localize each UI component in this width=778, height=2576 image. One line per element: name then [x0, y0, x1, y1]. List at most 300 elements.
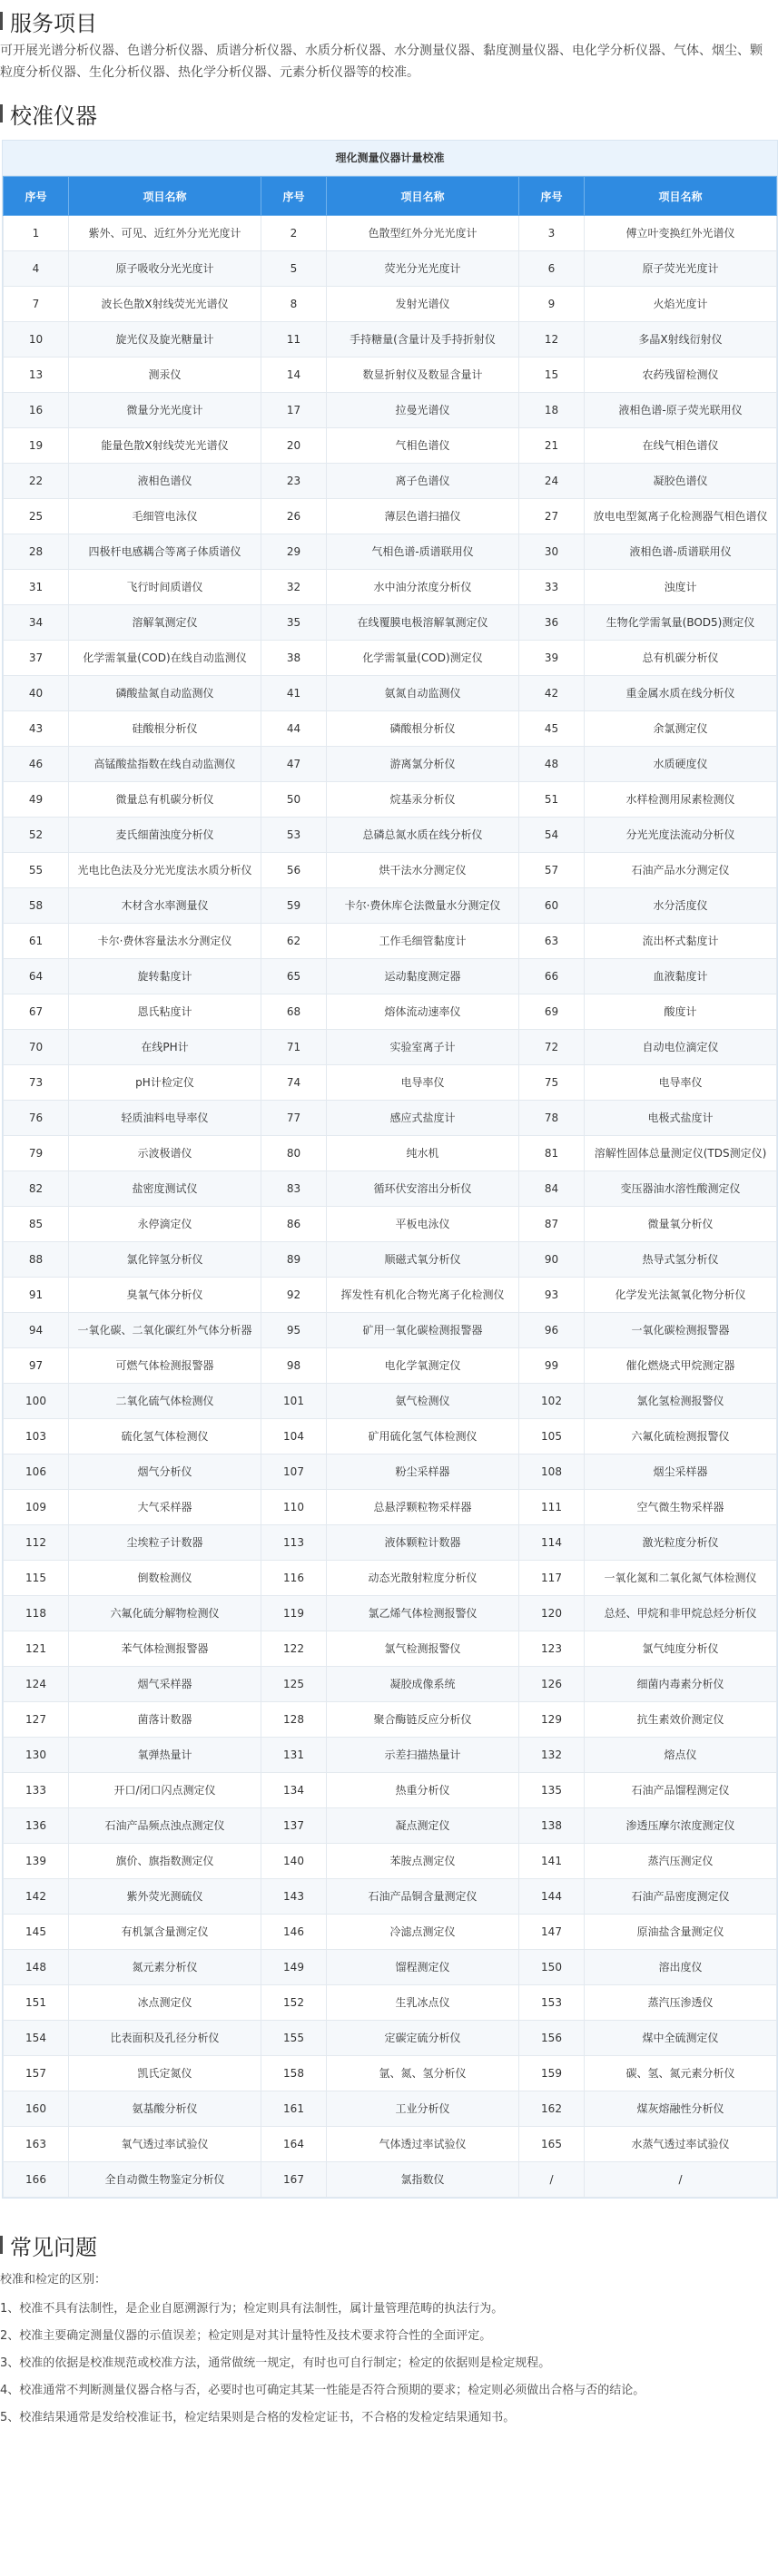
calibration-table — [3, 176, 777, 2198]
item-name-cell: 能量色散X射线荧光光谱仪 — [69, 428, 261, 464]
item-name-cell: 电导率仪 — [327, 1065, 519, 1101]
row-number-cell: 162 — [519, 2091, 585, 2127]
item-name-cell: 一氧化碳、二氧化碳红外气体分析器 — [69, 1313, 261, 1348]
item-name-cell: 血液黏度计 — [585, 959, 777, 994]
row-number-cell: 63 — [519, 924, 585, 959]
row-number-cell: 43 — [4, 711, 69, 747]
row-number-cell: 104 — [261, 1419, 327, 1455]
table-row — [4, 1278, 777, 1313]
table-row — [4, 676, 777, 711]
row-number-cell: 89 — [261, 1242, 327, 1278]
item-name-cell: 循环伏安溶出分析仪 — [327, 1171, 519, 1207]
item-name-cell: 碳、氢、氮元素分析仪 — [585, 2056, 777, 2091]
item-name-cell: 傅立叶变换红外光谱仪 — [585, 216, 777, 251]
row-number-cell: 72 — [519, 1030, 585, 1065]
item-name-cell: 工业分析仪 — [327, 2091, 519, 2127]
item-name-cell: 六氟化硫检测报警仪 — [585, 1419, 777, 1455]
item-name-cell: 化学需氧量(COD)测定仪 — [327, 641, 519, 676]
row-number-cell: 52 — [4, 818, 69, 853]
row-number-cell: 17 — [261, 393, 327, 428]
row-number-cell: 14 — [261, 358, 327, 393]
item-name-cell: 微量总有机碳分析仪 — [69, 782, 261, 818]
item-name-cell: 硅酸根分析仪 — [69, 711, 261, 747]
row-number-cell: 129 — [519, 1702, 585, 1738]
item-name-cell: 一氧化氮和二氧化氮气体检测仪 — [585, 1561, 777, 1596]
table-row — [4, 641, 777, 676]
item-name-cell: 原子吸收分光光度计 — [69, 251, 261, 287]
item-name-cell: 火焰光度计 — [585, 287, 777, 322]
item-name-cell: 热导式氢分析仪 — [585, 1242, 777, 1278]
row-number-cell: 45 — [519, 711, 585, 747]
item-name-cell: 数显折射仪及数显含量计 — [327, 358, 519, 393]
title-bar — [0, 2236, 3, 2254]
item-name-cell: 石油产品密度测定仪 — [585, 1879, 777, 1915]
row-number-cell: 105 — [519, 1419, 585, 1455]
item-name-cell: 石油产品水分测定仪 — [585, 853, 777, 888]
table-row — [4, 1808, 777, 1844]
row-number-cell: 151 — [4, 1985, 69, 2021]
item-name-cell: 冷滤点测定仪 — [327, 1915, 519, 1950]
row-number-cell: 67 — [4, 994, 69, 1030]
table-row — [4, 1171, 777, 1207]
item-name-cell: 电导率仪 — [585, 1065, 777, 1101]
row-number-cell: 60 — [519, 888, 585, 924]
item-name-cell: 在线PH计 — [69, 1030, 261, 1065]
row-number-cell: 2 — [261, 216, 327, 251]
table-caption: 理化测量仪器计量校准 — [3, 141, 777, 176]
item-name-cell: 水中油分浓度分析仪 — [327, 570, 519, 605]
table-row — [4, 1455, 777, 1490]
row-number-cell: 99 — [519, 1348, 585, 1384]
item-name-cell: 毛细管电泳仪 — [69, 499, 261, 534]
faq-item: 1、校准不具有法制性，是企业自愿溯源行为；检定则具有法制性，属计量管理范畴的执法行为。 — [0, 2302, 504, 2316]
item-name-cell: 示波极谱仪 — [69, 1136, 261, 1171]
item-name-cell: 氯化氢检测报警仪 — [585, 1384, 777, 1419]
item-name-cell: 硫化氢气体检测仪 — [69, 1419, 261, 1455]
row-number-cell: 137 — [261, 1808, 327, 1844]
row-number-cell: 127 — [4, 1702, 69, 1738]
table-row — [4, 393, 777, 428]
item-name-cell: 氮元素分析仪 — [69, 1950, 261, 1985]
table-row — [4, 1631, 777, 1667]
row-number-cell: 111 — [519, 1490, 585, 1525]
header-cell: 序号 — [261, 177, 327, 216]
item-name-cell: 气相色谱仪 — [327, 428, 519, 464]
table-header-row — [4, 177, 777, 216]
row-number-cell: 124 — [4, 1667, 69, 1702]
table-row — [4, 1844, 777, 1879]
item-name-cell: 液相色谱-原子荧光联用仪 — [585, 393, 777, 428]
table-row — [4, 1773, 777, 1808]
item-name-cell: 石油产品频点浊点测定仪 — [69, 1808, 261, 1844]
row-number-cell: 155 — [261, 2021, 327, 2056]
table-row — [4, 1419, 777, 1455]
table-row — [4, 1030, 777, 1065]
table-row — [4, 711, 777, 747]
row-number-cell: 20 — [261, 428, 327, 464]
faq-intro: 校准和检定的区别： — [0, 2273, 107, 2287]
row-number-cell: 79 — [4, 1136, 69, 1171]
row-number-cell: 41 — [261, 676, 327, 711]
row-number-cell: 1 — [4, 216, 69, 251]
row-number-cell: 159 — [519, 2056, 585, 2091]
item-name-cell: 水质硬度仪 — [585, 747, 777, 782]
item-name-cell: 细菌内毒素分析仪 — [585, 1667, 777, 1702]
item-name-cell: 渗透压摩尔浓度测定仪 — [585, 1808, 777, 1844]
table-row — [4, 1950, 777, 1985]
item-name-cell: 在线气相色谱仪 — [585, 428, 777, 464]
item-name-cell: 纯水机 — [327, 1136, 519, 1171]
row-number-cell: 138 — [519, 1808, 585, 1844]
row-number-cell: 163 — [4, 2127, 69, 2162]
faq-item: 4、校准通常不判断测量仪器合格与否，必要时也可确定其某一性能是否符合预期的要求；检定则必须做出合格与否的结论。 — [0, 2384, 645, 2397]
item-name-cell: 化学需氧量(COD)在线自动监测仪 — [69, 641, 261, 676]
row-number-cell: 28 — [4, 534, 69, 570]
table-row — [4, 1667, 777, 1702]
row-number-cell: 128 — [261, 1702, 327, 1738]
table-row — [4, 924, 777, 959]
row-number-cell: 64 — [4, 959, 69, 994]
table-row — [4, 959, 777, 994]
table-row — [4, 534, 777, 570]
item-name-cell: 气相色谱-质谱联用仪 — [327, 534, 519, 570]
item-name-cell: 磷酸盐氮自动监测仪 — [69, 676, 261, 711]
row-number-cell: 22 — [4, 464, 69, 499]
row-number-cell: 95 — [261, 1313, 327, 1348]
table-row — [4, 605, 777, 641]
row-number-cell: 121 — [4, 1631, 69, 1667]
table-row — [4, 251, 777, 287]
row-number-cell: 156 — [519, 2021, 585, 2056]
item-name-cell: 色散型红外分光光度计 — [327, 216, 519, 251]
row-number-cell: 61 — [4, 924, 69, 959]
item-name-cell: 有机氯含量测定仪 — [69, 1915, 261, 1950]
item-name-cell: 原子荧光光度计 — [585, 251, 777, 287]
faq-title — [0, 2231, 778, 2258]
item-name-cell: 电极式盐度计 — [585, 1101, 777, 1136]
row-number-cell: 29 — [261, 534, 327, 570]
item-name-cell: 苯气体检测报警器 — [69, 1631, 261, 1667]
item-name-cell: 水分活度仪 — [585, 888, 777, 924]
row-number-cell: 6 — [519, 251, 585, 287]
row-number-cell: 154 — [4, 2021, 69, 2056]
row-number-cell: 146 — [261, 1915, 327, 1950]
row-number-cell: 83 — [261, 1171, 327, 1207]
item-name-cell: 氩、氮、氢分析仪 — [327, 2056, 519, 2091]
table-row — [4, 216, 777, 251]
table-row — [4, 358, 777, 393]
row-number-cell: 24 — [519, 464, 585, 499]
row-number-cell: 94 — [4, 1313, 69, 1348]
item-name-cell: 化学发光法氮氧化物分析仪 — [585, 1278, 777, 1313]
row-number-cell: 143 — [261, 1879, 327, 1915]
item-name-cell: 重金属水质在线分析仪 — [585, 676, 777, 711]
row-number-cell: 81 — [519, 1136, 585, 1171]
table-row — [4, 1136, 777, 1171]
item-name-cell: 空气微生物采样器 — [585, 1490, 777, 1525]
item-name-cell: 飞行时间质谱仪 — [69, 570, 261, 605]
item-name-cell: 烟气分析仪 — [69, 1455, 261, 1490]
item-name-cell: 拉曼光谱仪 — [327, 393, 519, 428]
item-name-cell: 氨氮自动监测仪 — [327, 676, 519, 711]
item-name-cell: 轻质油料电导率仪 — [69, 1101, 261, 1136]
item-name-cell: 氯化锌氢分析仪 — [69, 1242, 261, 1278]
row-number-cell: 97 — [4, 1348, 69, 1384]
item-name-cell: 大气采样器 — [69, 1490, 261, 1525]
row-number-cell: 102 — [519, 1384, 585, 1419]
item-name-cell: 离子色谱仪 — [327, 464, 519, 499]
row-number-cell: 106 — [4, 1455, 69, 1490]
row-number-cell: 149 — [261, 1950, 327, 1985]
row-number-cell: 107 — [261, 1455, 327, 1490]
row-number-cell: 38 — [261, 641, 327, 676]
row-number-cell: 145 — [4, 1915, 69, 1950]
faq-item: 5、校准结果通常是发给校准证书，检定结果则是合格的发检定证书，不合格的发检定结果通知书。 — [0, 2411, 516, 2424]
row-number-cell: 30 — [519, 534, 585, 570]
row-number-cell: 139 — [4, 1844, 69, 1879]
item-name-cell: 煤灰熔融性分析仪 — [585, 2091, 777, 2127]
item-name-cell: 烟尘采样器 — [585, 1455, 777, 1490]
table-row — [4, 818, 777, 853]
row-number-cell: 153 — [519, 1985, 585, 2021]
row-number-cell: 9 — [519, 287, 585, 322]
item-name-cell: 激光粒度分析仪 — [585, 1525, 777, 1561]
item-name-cell: 熔点仪 — [585, 1738, 777, 1773]
row-number-cell: 84 — [519, 1171, 585, 1207]
row-number-cell: 13 — [4, 358, 69, 393]
calibration-title-text: 校准仪器 — [10, 103, 97, 129]
item-name-cell: 二氧化硫气体检测仪 — [69, 1384, 261, 1419]
row-number-cell: 152 — [261, 1985, 327, 2021]
item-name-cell: 旋光仪及旋光糖量计 — [69, 322, 261, 358]
row-number-cell: 91 — [4, 1278, 69, 1313]
row-number-cell: 12 — [519, 322, 585, 358]
item-name-cell: 水样检测用尿素检测仪 — [585, 782, 777, 818]
item-name-cell: 工作毛细管黏度计 — [327, 924, 519, 959]
row-number-cell: 92 — [261, 1278, 327, 1313]
item-name-cell: 磷酸根分析仪 — [327, 711, 519, 747]
row-number-cell: 123 — [519, 1631, 585, 1667]
row-number-cell: 33 — [519, 570, 585, 605]
item-name-cell: 分光光度法流动分析仪 — [585, 818, 777, 853]
item-name-cell: 臭氧气体分析仪 — [69, 1278, 261, 1313]
item-name-cell: 旋转黏度计 — [69, 959, 261, 994]
item-name-cell: 六氟化硫分解物检测仪 — [69, 1596, 261, 1631]
row-number-cell: 58 — [4, 888, 69, 924]
item-name-cell: 抗生素效价测定仪 — [585, 1702, 777, 1738]
item-name-cell: 馏程测定仪 — [327, 1950, 519, 1985]
row-number-cell: 32 — [261, 570, 327, 605]
item-name-cell: 顺磁式氧分析仪 — [327, 1242, 519, 1278]
row-number-cell: 15 — [519, 358, 585, 393]
table-row — [4, 1101, 777, 1136]
row-number-cell: 90 — [519, 1242, 585, 1278]
row-number-cell: 117 — [519, 1561, 585, 1596]
table-row — [4, 1348, 777, 1384]
item-name-cell: 溶出度仪 — [585, 1950, 777, 1985]
service-description: 可开展光谱分析仪器、色谱分析仪器、质谱分析仪器、水质分析仪器、水分测量仪器、黏度测量仪器、电化学分析仪器、气体、烟尘、颗粒度分析仪器、生化分析仪器、热化学分析仪器、元素分析仪器等的校准。 — [0, 44, 763, 80]
item-name-cell: 催化燃烧式甲烷测定器 — [585, 1348, 777, 1384]
faq-title-text: 常见问题 — [10, 2234, 97, 2260]
item-name-cell: 浊度计 — [585, 570, 777, 605]
item-name-cell: 氨基酸分析仪 — [69, 2091, 261, 2127]
item-name-cell: 石油产品铜含量测定仪 — [327, 1879, 519, 1915]
row-number-cell: 5 — [261, 251, 327, 287]
item-name-cell: 旗价、旗指数测定仪 — [69, 1844, 261, 1879]
row-number-cell: 39 — [519, 641, 585, 676]
item-name-cell: 盐密度测试仪 — [69, 1171, 261, 1207]
table-row — [4, 994, 777, 1030]
header-cell: 序号 — [519, 177, 585, 216]
item-name-cell: 凝胶色谱仪 — [585, 464, 777, 499]
row-number-cell: 93 — [519, 1278, 585, 1313]
row-number-cell: 157 — [4, 2056, 69, 2091]
item-name-cell: 自动电位滴定仪 — [585, 1030, 777, 1065]
table-row — [4, 1065, 777, 1101]
table-row — [4, 888, 777, 924]
item-name-cell: 发射光谱仪 — [327, 287, 519, 322]
item-name-cell: 测汞仪 — [69, 358, 261, 393]
row-number-cell: 80 — [261, 1136, 327, 1171]
table-row — [4, 1313, 777, 1348]
row-number-cell: 85 — [4, 1207, 69, 1242]
row-number-cell: 86 — [261, 1207, 327, 1242]
item-name-cell: 多晶X射线衍射仪 — [585, 322, 777, 358]
item-name-cell: 凯氏定氮仪 — [69, 2056, 261, 2091]
header-cell: 序号 — [4, 177, 69, 216]
service-section — [0, 7, 778, 83]
row-number-cell: 11 — [261, 322, 327, 358]
table-row — [4, 1207, 777, 1242]
row-number-cell: 114 — [519, 1525, 585, 1561]
item-name-cell: 烟气采样器 — [69, 1667, 261, 1702]
item-name-cell: 定碳定硫分析仪 — [327, 2021, 519, 2056]
row-number-cell: 21 — [519, 428, 585, 464]
row-number-cell: 109 — [4, 1490, 69, 1525]
item-name-cell: 热重分析仪 — [327, 1773, 519, 1808]
table-row — [4, 1738, 777, 1773]
item-name-cell: 挥发性有机化合物光离子化检测仪 — [327, 1278, 519, 1313]
item-name-cell: 卡尔·费休容量法水分测定仪 — [69, 924, 261, 959]
item-name-cell: 运动黏度测定器 — [327, 959, 519, 994]
item-name-cell: 微量氧分析仪 — [585, 1207, 777, 1242]
row-number-cell: 165 — [519, 2127, 585, 2162]
item-name-cell: 电化学氧测定仪 — [327, 1348, 519, 1384]
row-number-cell: 126 — [519, 1667, 585, 1702]
item-name-cell: 动态光散射粒度分析仪 — [327, 1561, 519, 1596]
item-name-cell: 平板电泳仪 — [327, 1207, 519, 1242]
table-row — [4, 464, 777, 499]
row-number-cell: 18 — [519, 393, 585, 428]
row-number-cell: 132 — [519, 1738, 585, 1773]
item-name-cell: 木材含水率测量仪 — [69, 888, 261, 924]
row-number-cell: 130 — [4, 1738, 69, 1773]
table-row — [4, 2021, 777, 2056]
item-name-cell: 总烃、甲烷和非甲烷总烃分析仪 — [585, 1596, 777, 1631]
item-name-cell: 麦氏细菌浊度分析仪 — [69, 818, 261, 853]
item-name-cell: 蒸汽压测定仪 — [585, 1844, 777, 1879]
row-number-cell: 36 — [519, 605, 585, 641]
header-cell: 项目名称 — [585, 177, 777, 216]
item-name-cell: 氧气透过率试验仪 — [69, 2127, 261, 2162]
row-number-cell: / — [519, 2162, 585, 2198]
row-number-cell: 131 — [261, 1738, 327, 1773]
faq-section — [0, 2231, 778, 2432]
item-name-cell: 光电比色法及分光光度法水质分析仪 — [69, 853, 261, 888]
item-name-cell: 变压器油水溶性酸测定仪 — [585, 1171, 777, 1207]
item-name-cell: 微量分光光度计 — [69, 393, 261, 428]
row-number-cell: 49 — [4, 782, 69, 818]
table-row — [4, 1915, 777, 1950]
table-row — [4, 1490, 777, 1525]
table-row — [4, 747, 777, 782]
item-name-cell: 氯指数仪 — [327, 2162, 519, 2198]
row-number-cell: 136 — [4, 1808, 69, 1844]
row-number-cell: 42 — [519, 676, 585, 711]
row-number-cell: 31 — [4, 570, 69, 605]
item-name-cell: 液相色谱-质谱联用仪 — [585, 534, 777, 570]
item-name-cell: 苯胺点测定仪 — [327, 1844, 519, 1879]
item-name-cell: 生物化学需氧量(BOD5)测定仪 — [585, 605, 777, 641]
calibration-table-wrapper — [2, 140, 778, 2199]
item-name-cell: 蒸汽压渗透仪 — [585, 1985, 777, 2021]
table-body — [4, 216, 777, 2198]
item-name-cell: 尘埃粒子计数器 — [69, 1525, 261, 1561]
table-row — [4, 2127, 777, 2162]
item-name-cell: 凝点测定仪 — [327, 1808, 519, 1844]
item-name-cell: 四极杆电感耦合等离子体质谱仪 — [69, 534, 261, 570]
row-number-cell: 26 — [261, 499, 327, 534]
row-number-cell: 141 — [519, 1844, 585, 1879]
row-number-cell: 96 — [519, 1313, 585, 1348]
table-row — [4, 1384, 777, 1419]
table-row — [4, 322, 777, 358]
row-number-cell: 44 — [261, 711, 327, 747]
table-row — [4, 2091, 777, 2127]
row-number-cell: 71 — [261, 1030, 327, 1065]
item-name-cell: 气体透过率试验仪 — [327, 2127, 519, 2162]
row-number-cell: 164 — [261, 2127, 327, 2162]
item-name-cell: 总有机碳分析仪 — [585, 641, 777, 676]
row-number-cell: 25 — [4, 499, 69, 534]
row-number-cell: 7 — [4, 287, 69, 322]
row-number-cell: 53 — [261, 818, 327, 853]
item-name-cell: / — [585, 2162, 777, 2198]
row-number-cell: 68 — [261, 994, 327, 1030]
row-number-cell: 119 — [261, 1596, 327, 1631]
row-number-cell: 100 — [4, 1384, 69, 1419]
item-name-cell: 卡尔·费休库仑法微量水分测定仪 — [327, 888, 519, 924]
row-number-cell: 19 — [4, 428, 69, 464]
item-name-cell: 粉尘采样器 — [327, 1455, 519, 1490]
table-row — [4, 2162, 777, 2198]
row-number-cell: 47 — [261, 747, 327, 782]
table-row — [4, 1525, 777, 1561]
item-name-cell: 比表面积及孔径分析仪 — [69, 2021, 261, 2056]
item-name-cell: 生乳冰点仪 — [327, 1985, 519, 2021]
row-number-cell: 161 — [261, 2091, 327, 2127]
row-number-cell: 4 — [4, 251, 69, 287]
item-name-cell: 熔体流动速率仪 — [327, 994, 519, 1030]
table-row — [4, 428, 777, 464]
row-number-cell: 10 — [4, 322, 69, 358]
item-name-cell: 流出杯式黏度计 — [585, 924, 777, 959]
item-name-cell: 恩氏粘度计 — [69, 994, 261, 1030]
table-row — [4, 853, 777, 888]
item-name-cell: 酸度计 — [585, 994, 777, 1030]
item-name-cell: 可燃气体检测报警器 — [69, 1348, 261, 1384]
row-number-cell: 69 — [519, 994, 585, 1030]
